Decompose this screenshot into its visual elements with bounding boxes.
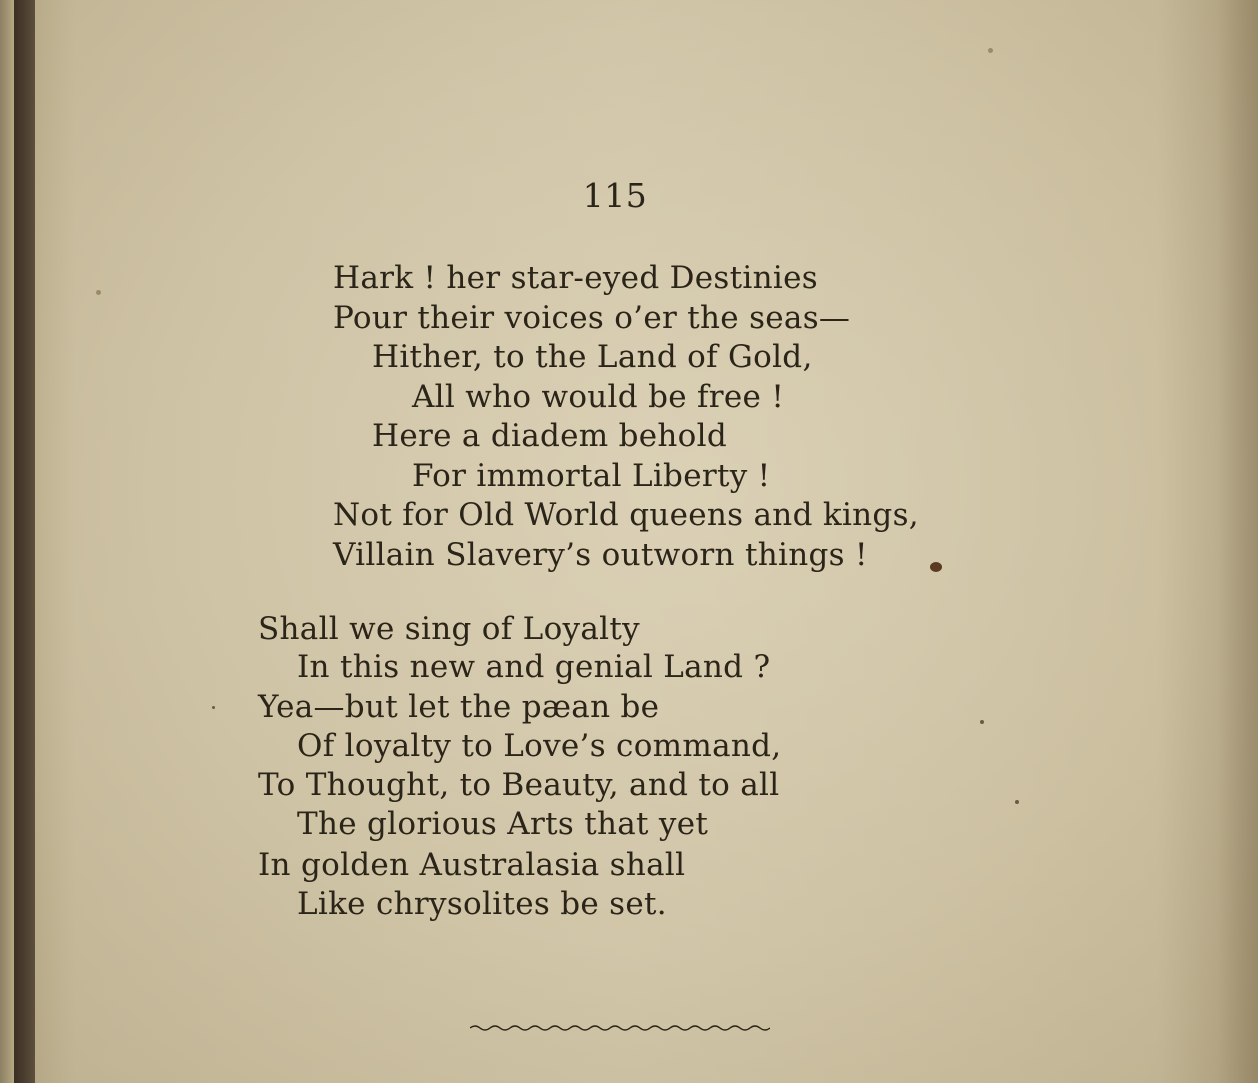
paper-speck: [212, 706, 215, 709]
poem-line: Here a diadem behold: [372, 418, 727, 454]
page-edge: [0, 0, 14, 1083]
poem-line: Villain Slavery’s outworn things !: [333, 537, 868, 573]
book-binding: [14, 0, 35, 1083]
paper-speck: [988, 48, 993, 53]
poem-line: Like chrysolites be set.: [297, 886, 667, 922]
paper-speck: [980, 720, 984, 724]
poem-line: Shall we sing of Loyalty: [258, 611, 640, 647]
poem-line: All who would be free !: [412, 379, 785, 415]
poem-line: Hither, to the Land of Gold,: [372, 339, 813, 375]
paper-speck: [1015, 800, 1019, 804]
poem-line: Pour their voices o’er the seas—: [333, 300, 851, 336]
page-number: 115: [582, 176, 648, 215]
poem-line: Not for Old World queens and kings,: [333, 497, 919, 533]
poem-line: Of loyalty to Love’s command,: [297, 728, 782, 764]
ink-spot: [930, 562, 942, 572]
page-shadow: [1218, 0, 1258, 1083]
poem-line: For immortal Liberty !: [412, 458, 771, 494]
poem-line: In golden Australasia shall: [258, 847, 686, 883]
poem-line: To Thought, to Beauty, and to all: [258, 767, 780, 803]
wavy-rule-ornament: [470, 1020, 770, 1036]
poem-line: The glorious Arts that yet: [297, 806, 709, 842]
poem-line: Yea—but let the pæan be: [258, 689, 660, 725]
paper-speck: [96, 290, 101, 295]
poem-line: Hark ! her star-eyed Destinies: [333, 260, 818, 296]
poem-line: In this new and genial Land ?: [297, 649, 771, 685]
